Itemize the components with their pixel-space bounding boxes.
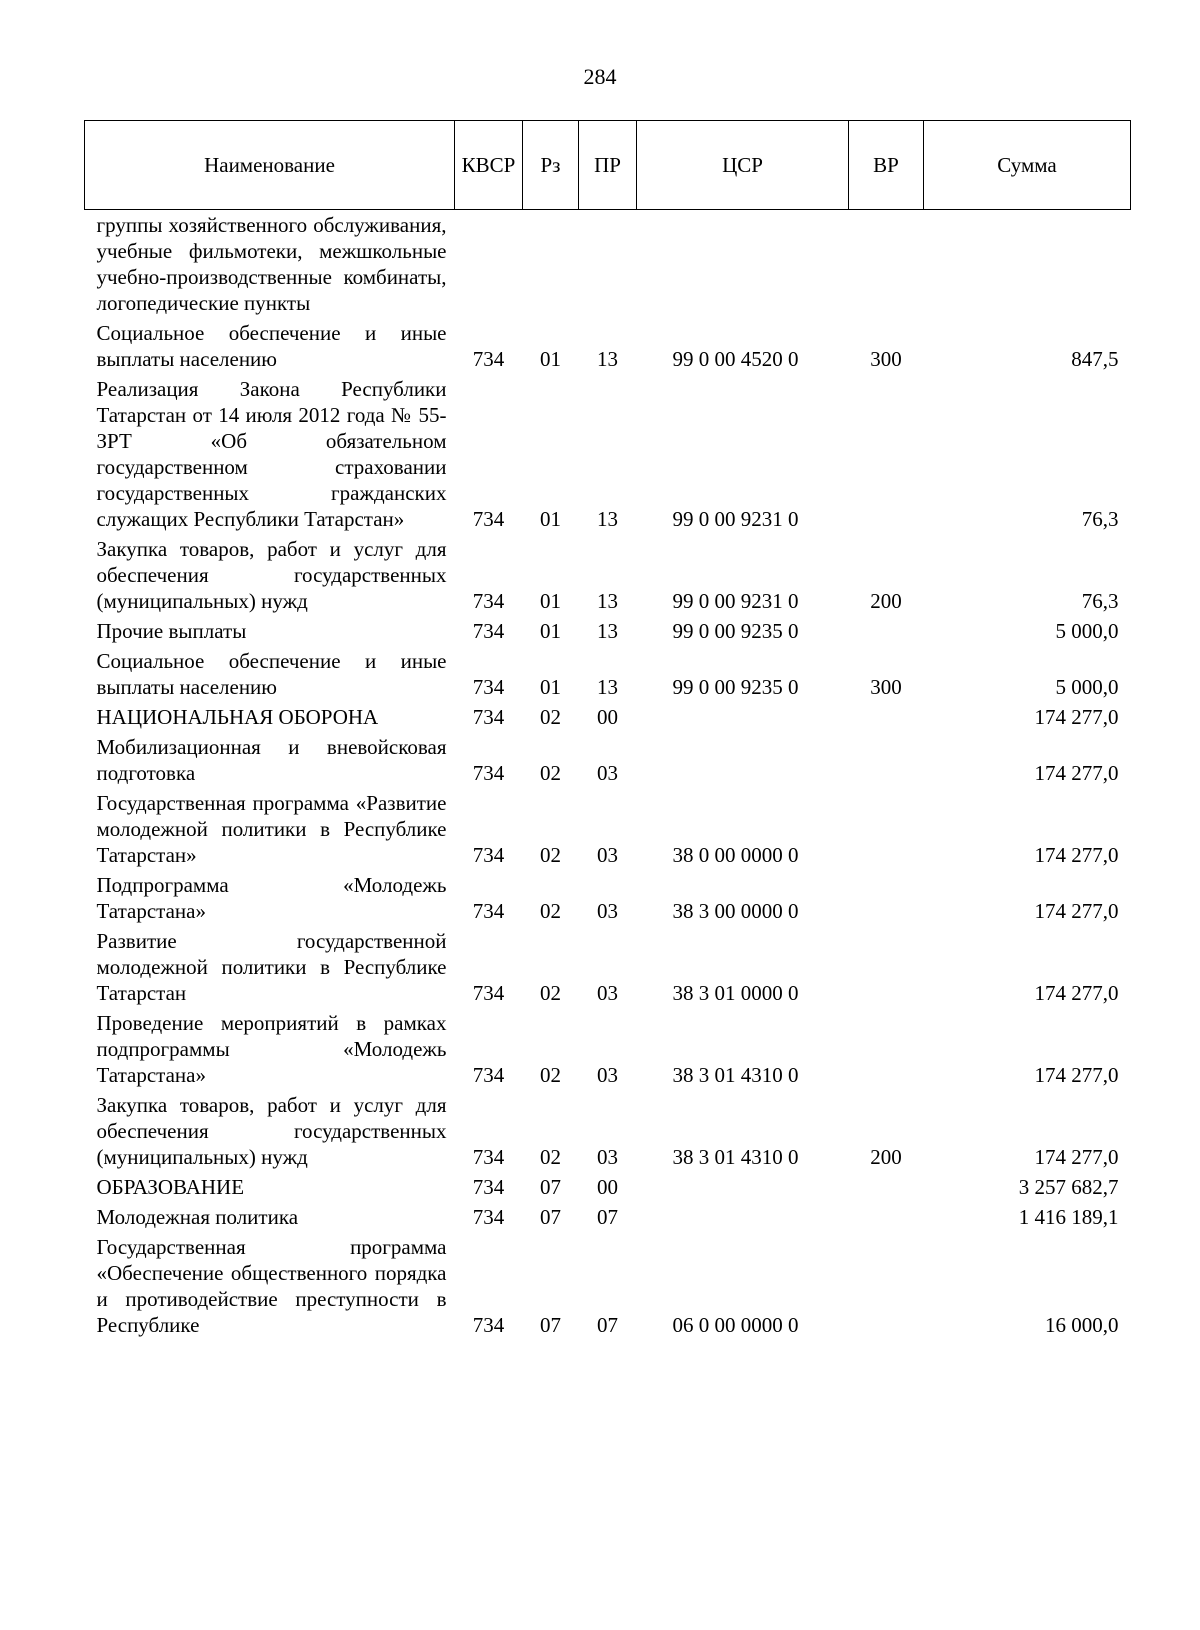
table-row (85, 318, 1131, 374)
cell-name: Закупка товаров, работ и услуг для обеспечения государственных (муниципальных) нужд (96, 1093, 447, 1169)
cell-vr (849, 210, 924, 319)
cell-csr (637, 210, 849, 319)
cell-vr (849, 1008, 924, 1090)
budget-table (84, 120, 1131, 1340)
cell-pr: 00 (597, 705, 618, 729)
header-rz: Рз (523, 121, 579, 210)
cell-csr: 99 0 00 9235 0 (672, 619, 799, 643)
cell-pr: 13 (597, 619, 618, 643)
cell-csr: 38 3 01 4310 0 (672, 1063, 799, 1087)
cell-rz: 02 (540, 761, 561, 785)
cell-sum: 76,3 (1081, 507, 1119, 531)
table-row (85, 210, 1131, 319)
cell-csr: 38 3 01 0000 0 (672, 981, 799, 1005)
cell-vr (849, 1232, 924, 1340)
cell-kvsr: 734 (472, 675, 505, 699)
cell-vr (849, 1202, 924, 1232)
table-row (85, 616, 1131, 646)
cell-rz (523, 210, 579, 319)
cell-vr: 200 (870, 1145, 902, 1169)
table-row (85, 732, 1131, 788)
cell-sum: 174 277,0 (1034, 843, 1119, 867)
cell-pr: 03 (597, 899, 618, 923)
header-kvsr: КВСР (455, 121, 523, 210)
cell-kvsr: 734 (472, 843, 505, 867)
cell-pr: 07 (597, 1205, 618, 1229)
cell-rz: 07 (540, 1313, 561, 1337)
cell-sum: 174 277,0 (1034, 705, 1119, 729)
cell-name: Подпрограмма «Молодежь Татарстана» (96, 873, 447, 923)
cell-kvsr: 734 (472, 761, 505, 785)
cell-rz: 02 (540, 1145, 561, 1169)
cell-rz: 02 (540, 705, 561, 729)
cell-name: Мобилизационная и вневойсковая подготовка (96, 735, 447, 785)
cell-name: Закупка товаров, работ и услуг для обеспечения государственных (муниципальных) нужд (96, 537, 447, 613)
table-row (85, 1008, 1131, 1090)
cell-rz: 07 (540, 1205, 561, 1229)
cell-pr: 13 (597, 507, 618, 531)
table-row (85, 646, 1131, 702)
cell-vr (849, 1172, 924, 1202)
cell-sum (924, 210, 1131, 319)
cell-sum: 174 277,0 (1034, 761, 1119, 785)
cell-csr: 99 0 00 9231 0 (672, 589, 799, 613)
cell-sum: 5 000,0 (1055, 619, 1119, 643)
cell-kvsr: 734 (472, 619, 505, 643)
cell-name: Реализация Закона Республики Татарстан от 14 июля 2012 года № 55-ЗРТ «Об обязательном государственном страховании государственных гражданских служащих Республики Татарстан» (96, 377, 447, 531)
cell-vr (849, 926, 924, 1008)
cell-sum: 16 000,0 (1045, 1313, 1119, 1337)
cell-kvsr: 734 (472, 981, 505, 1005)
cell-pr: 13 (597, 589, 618, 613)
cell-csr: 99 0 00 9231 0 (672, 507, 799, 531)
cell-pr: 03 (597, 981, 618, 1005)
cell-csr: 99 0 00 4520 0 (672, 347, 799, 371)
cell-vr (849, 788, 924, 870)
page-number: 284 (583, 64, 617, 89)
table-row (85, 1090, 1131, 1172)
header-vr: ВР (849, 121, 924, 210)
cell-sum: 174 277,0 (1034, 899, 1119, 923)
cell-name: Развитие государственной молодежной политики в Республике Татарстан (96, 929, 447, 1005)
cell-pr: 03 (597, 1145, 618, 1169)
cell-rz: 01 (540, 675, 561, 699)
cell-vr (849, 870, 924, 926)
cell-pr: 07 (597, 1313, 618, 1337)
cell-kvsr: 734 (472, 705, 505, 729)
cell-sum: 174 277,0 (1034, 1145, 1119, 1169)
cell-name: Государственная программа «Обеспечение общественного порядка и противодействие преступности в Республике (96, 1235, 447, 1337)
cell-rz: 02 (540, 899, 561, 923)
cell-kvsr: 734 (472, 589, 505, 613)
table-row (85, 1202, 1131, 1232)
cell-kvsr: 734 (472, 1175, 505, 1199)
cell-csr (637, 1172, 849, 1202)
cell-pr (579, 210, 637, 319)
cell-name: Государственная программа «Развитие молодежной политики в Республике Татарстан» (96, 791, 447, 867)
cell-csr: 38 3 00 0000 0 (672, 899, 799, 923)
table-row (85, 374, 1131, 534)
cell-rz: 02 (540, 1063, 561, 1087)
table-body (85, 210, 1131, 1341)
header-csr: ЦСР (637, 121, 849, 210)
cell-kvsr: 734 (472, 347, 505, 371)
cell-vr (849, 374, 924, 534)
cell-sum: 174 277,0 (1034, 1063, 1119, 1087)
cell-vr: 300 (870, 675, 902, 699)
cell-kvsr: 734 (472, 1205, 505, 1229)
cell-csr (637, 732, 849, 788)
cell-name: группы хозяйственного обслуживания, учебные фильмотеки, межшкольные учебно-производственные комбинаты, логопедические пункты (96, 213, 447, 315)
table-row (85, 926, 1131, 1008)
cell-rz: 02 (540, 843, 561, 867)
cell-name: ОБРАЗОВАНИЕ (96, 1175, 245, 1199)
cell-pr: 13 (597, 347, 618, 371)
table-row (85, 534, 1131, 616)
cell-csr: 38 0 00 0000 0 (672, 843, 799, 867)
table-row (85, 702, 1131, 732)
cell-pr: 03 (597, 761, 618, 785)
cell-rz: 02 (540, 981, 561, 1005)
cell-name: Социальное обеспечение и иные выплаты населению (96, 321, 447, 371)
cell-csr (637, 702, 849, 732)
cell-kvsr: 734 (472, 899, 505, 923)
cell-rz: 01 (540, 619, 561, 643)
cell-vr: 300 (870, 347, 902, 371)
cell-pr: 03 (597, 843, 618, 867)
cell-pr: 00 (597, 1175, 618, 1199)
cell-sum: 1 416 189,1 (1018, 1205, 1119, 1229)
cell-vr: 200 (870, 589, 902, 613)
cell-sum: 76,3 (1081, 589, 1119, 613)
cell-name: Социальное обеспечение и иные выплаты населению (96, 649, 447, 699)
cell-csr (637, 1202, 849, 1232)
cell-csr: 06 0 00 0000 0 (672, 1313, 799, 1337)
cell-vr (849, 732, 924, 788)
cell-name: Проведение мероприятий в рамках подпрограммы «Молодежь Татарстана» (96, 1011, 447, 1087)
cell-kvsr: 734 (472, 1145, 505, 1169)
table-row (85, 870, 1131, 926)
cell-sum: 847,5 (1071, 347, 1119, 371)
cell-rz: 07 (540, 1175, 561, 1199)
cell-sum: 3 257 682,7 (1018, 1175, 1119, 1199)
cell-sum: 174 277,0 (1034, 981, 1119, 1005)
header-pr: ПР (579, 121, 637, 210)
cell-pr: 13 (597, 675, 618, 699)
cell-rz: 01 (540, 589, 561, 613)
cell-kvsr (455, 210, 523, 319)
cell-rz: 01 (540, 347, 561, 371)
table-row (85, 1172, 1131, 1202)
cell-vr (849, 702, 924, 732)
cell-name: Прочие выплаты (96, 619, 247, 643)
table-row (85, 788, 1131, 870)
table-row (85, 1232, 1131, 1340)
cell-csr: 99 0 00 9235 0 (672, 675, 799, 699)
cell-pr: 03 (597, 1063, 618, 1087)
cell-csr: 38 3 01 4310 0 (672, 1145, 799, 1169)
cell-rz: 01 (540, 507, 561, 531)
cell-kvsr: 734 (472, 1313, 505, 1337)
cell-sum: 5 000,0 (1055, 675, 1119, 699)
cell-kvsr: 734 (472, 1063, 505, 1087)
header-name: Наименование (85, 121, 455, 210)
cell-vr (849, 616, 924, 646)
cell-kvsr: 734 (472, 507, 505, 531)
table-header-row (85, 121, 1131, 210)
cell-name: НАЦИОНАЛЬНАЯ ОБОРОНА (96, 705, 379, 729)
cell-name: Молодежная политика (96, 1205, 299, 1229)
header-sum: Сумма (924, 121, 1131, 210)
